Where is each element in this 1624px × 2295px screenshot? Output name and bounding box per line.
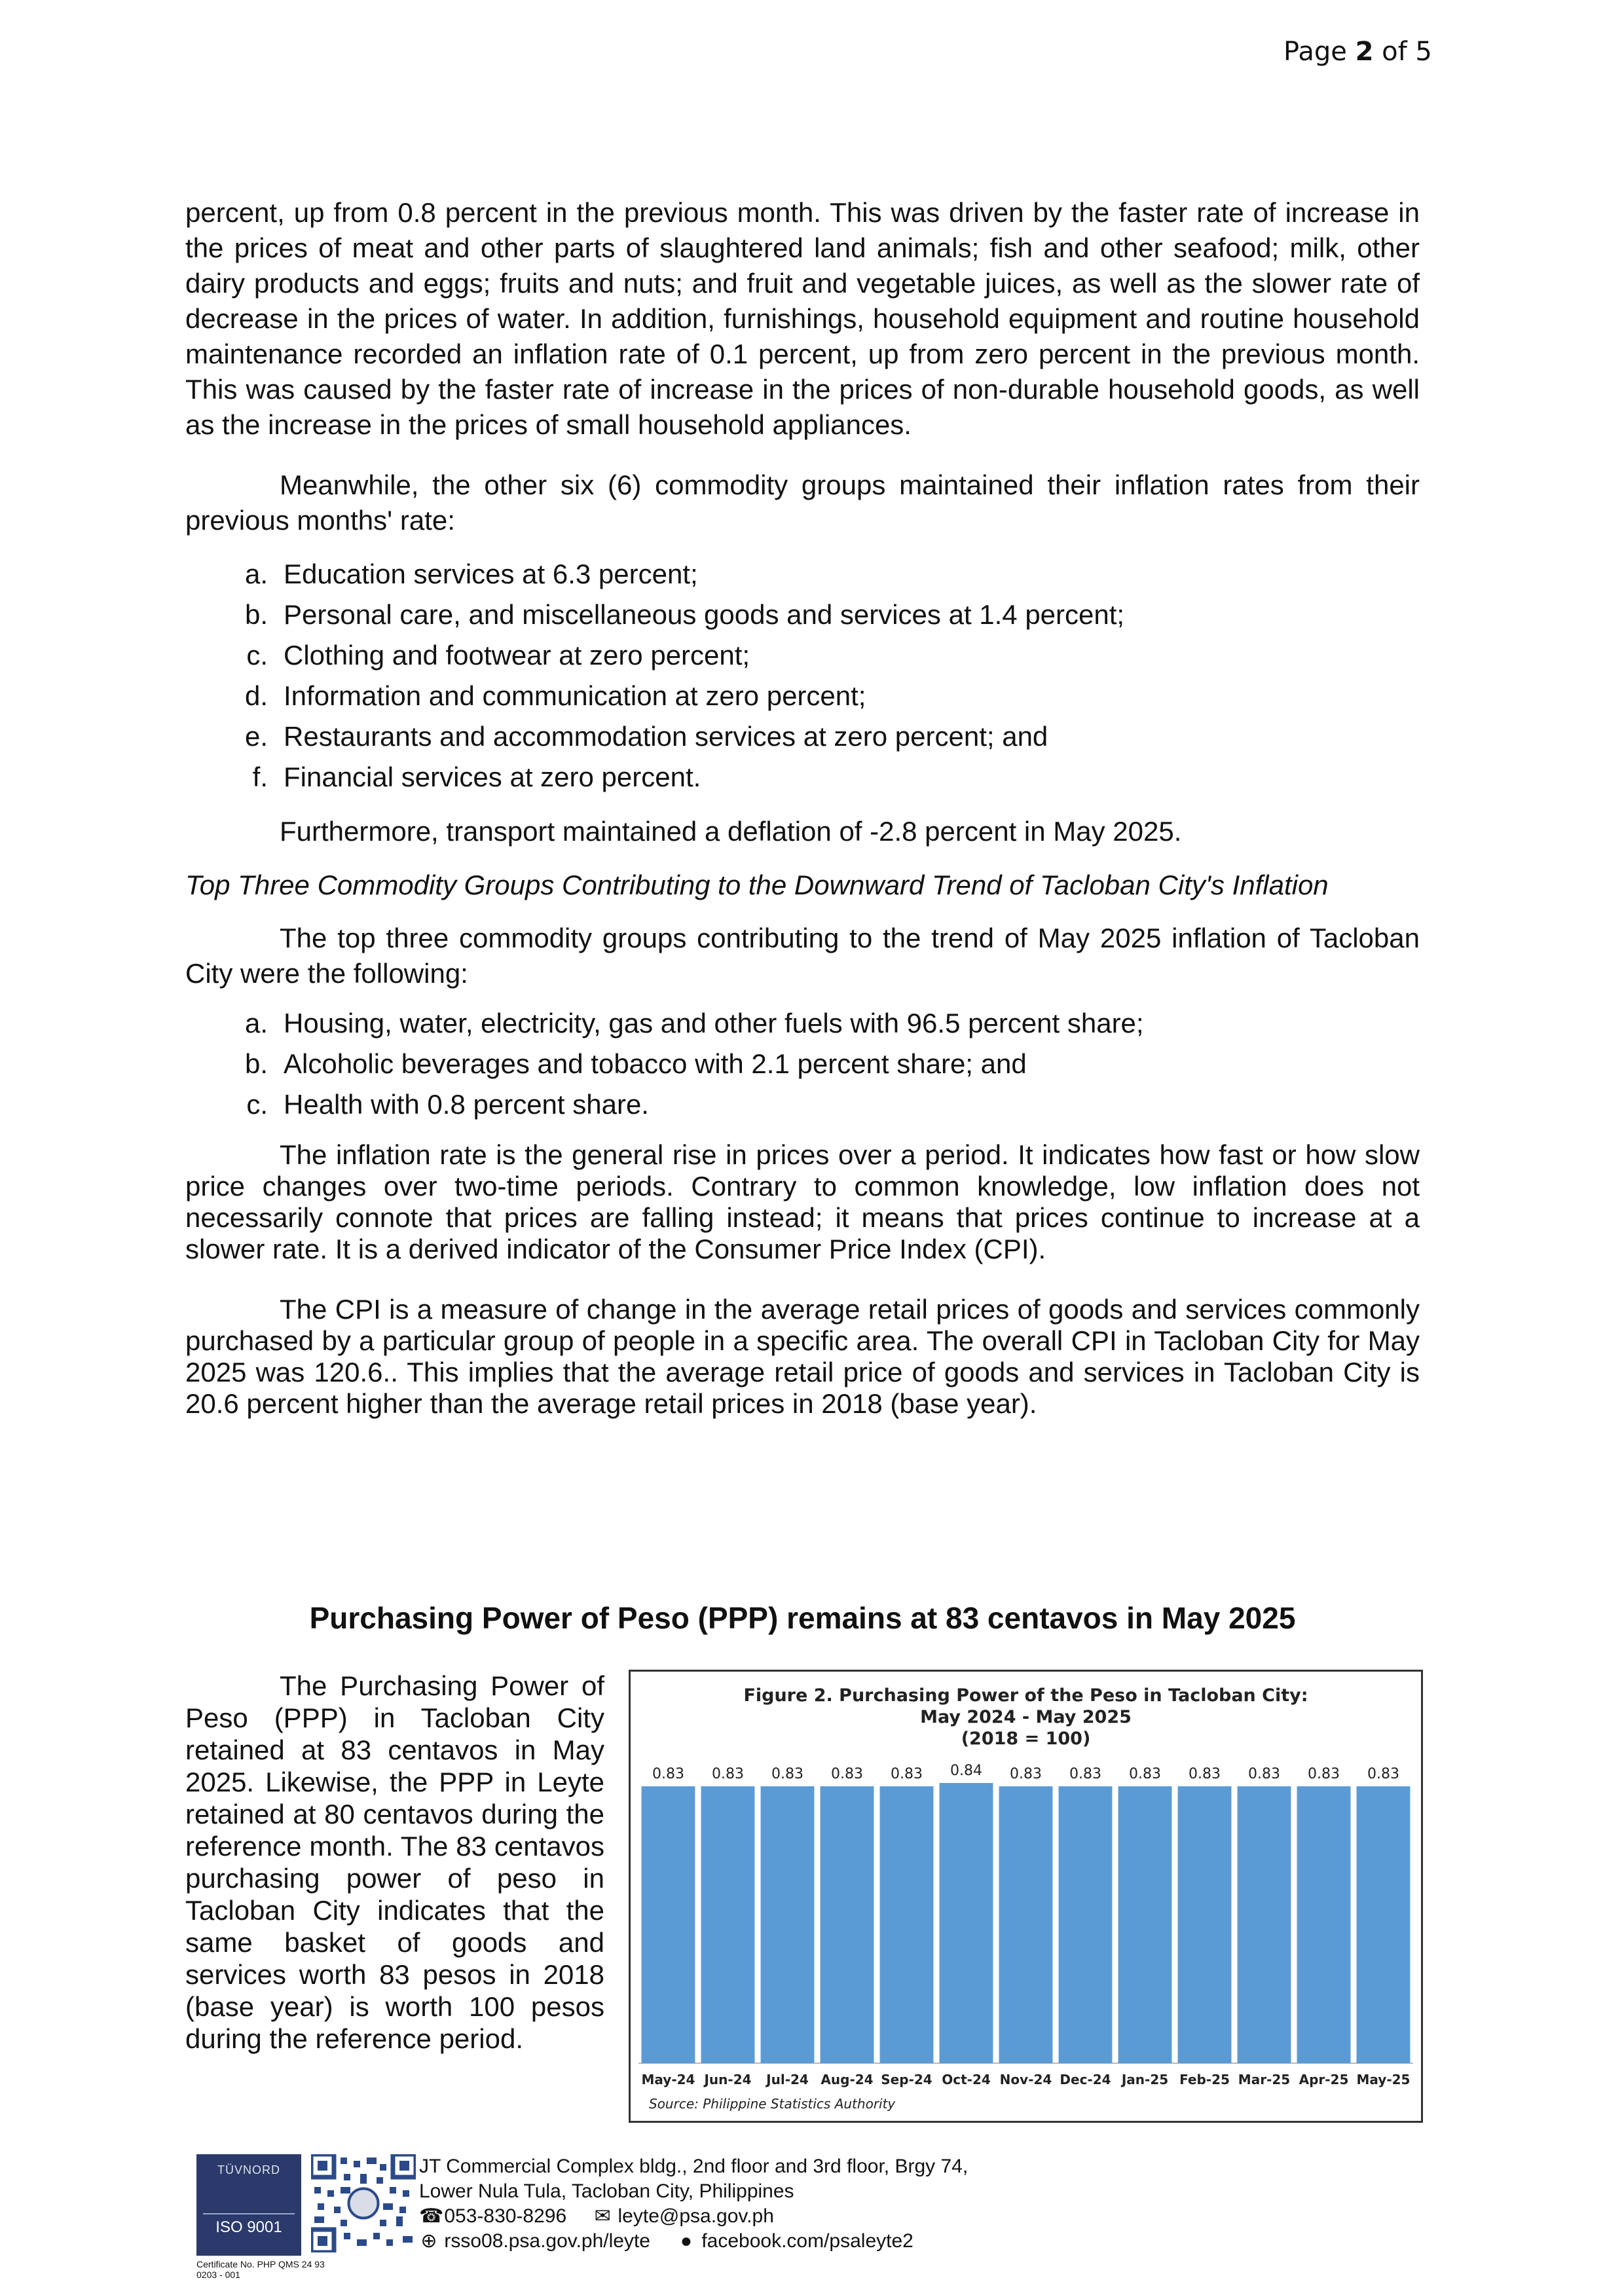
email-icon: ✉	[594, 2205, 611, 2227]
list-marker: b.	[244, 599, 268, 630]
paragraph-inflation-drivers: percent, up from 0.8 percent in the previous month. This was driven by the faster rate of increase in the prices of meat and other parts of slaughtered land animals; fish and other seafood; milk, other dairy products and eggs; fruits and nuts; and fruit and vegetable juices, as well as the slower rate of decrease in the prices of water. In addition, furnishings, household equipment and routine household maintenance recorded an inflation rate of 0.1 percent, up from zero percent in the previous month. This was caused by the faster rate of increase in the prices of non-durable household goods, as well as the increase in the prices of small household appliances.	[185, 197, 1420, 440]
phone-icon: ☎	[419, 2205, 444, 2227]
list-marker: e.	[244, 721, 268, 752]
list-item	[185, 635, 1420, 676]
list-text: Education services at 6.3 percent;	[284, 559, 698, 589]
address-line-2: Lower Nula Tula, Tacloban City, Philippines	[419, 2180, 794, 2202]
bar-Aug-24	[821, 1786, 874, 2063]
chart-source: Source: Philippine Statistics Authority	[649, 2096, 896, 2112]
data-label: 0.83	[1367, 1766, 1399, 1783]
paragraph-cpi-definition: The CPI is a measure of change in the average retail prices of goods and services commonly purchased by a particular group of people in a specific area. The overall CPI in Tacloban City for May 2025 was 120.6.. This implies that the average retail price of goods and services in Tacloban City is 20.6 percent higher than the average retail prices in 2018 (base year).	[185, 1294, 1420, 1419]
body-block-1	[185, 195, 1420, 1420]
x-tick-label: May-24	[641, 2072, 695, 2087]
qr-code-icon	[311, 2154, 416, 2252]
x-tick-label: Apr-25	[1299, 2072, 1349, 2087]
x-tick-label: Feb-25	[1179, 2072, 1230, 2087]
badge-iso: ISO 9001	[203, 2213, 295, 2237]
x-tick-label: Jul-24	[766, 2072, 809, 2087]
list-item	[185, 1084, 1420, 1125]
data-label: 0.83	[652, 1766, 684, 1783]
paragraph-transport: Furthermore, transport maintained a deflation of -2.8 percent in May 2025.	[280, 816, 1182, 847]
paragraph-inflation-definition: The inflation rate is the general rise in prices over a period. It indicates how fast or how slow price changes over two-time periods. Contrary to common knowledge, low inflation does not necessarily connote that prices are falling instead; it means that prices continue to increase at a slower rate. It is a derived indicator of the Consumer Price Index (CPI).	[185, 1139, 1420, 1264]
bar-Nov-24	[999, 1786, 1053, 2063]
subheading-top-three: Top Three Commodity Groups Contributing to the Downward Trend of Tacloban City's Inflation	[185, 870, 1329, 900]
facebook-icon: ●	[680, 2230, 693, 2252]
x-tick-label: Dec-24	[1060, 2072, 1111, 2087]
contact-details	[419, 2154, 968, 2254]
commodity-groups-list	[185, 554, 1420, 798]
bar-Oct-24	[940, 1783, 993, 2063]
x-tick-label: Jun-24	[704, 2072, 752, 2087]
email-address[interactable]: leyte@psa.gov.ph	[618, 2205, 774, 2227]
footer	[196, 2154, 1244, 2280]
badge-brand: TÜVNORD	[217, 2163, 280, 2176]
ppp-description	[185, 1670, 604, 2055]
x-tick-label: Mar-25	[1238, 2072, 1291, 2087]
bar-Dec-24	[1059, 1786, 1113, 2063]
data-label: 0.83	[1010, 1766, 1042, 1783]
chart-title: Figure 2. Purchasing Power of the Peso in Tacloban City:	[743, 1685, 1308, 1706]
list-item	[185, 1044, 1420, 1084]
x-tick-label: Oct-24	[942, 2072, 991, 2087]
paragraph-ppp: The Purchasing Power of Peso (PPP) in Tacloban City retained at 83 centavos in May 2025. Likewise, the PPP in Leyte retained at 80 centavos during the reference month. The 83 centavos purchasing power of peso in Tacloban City indicates that the same basket of goods and services worth 83 pesos in 2018 (base year) is worth 100 pesos during the reference period.	[185, 1670, 604, 2054]
list-text: Personal care, and miscellaneous goods and services at 1.4 percent;	[284, 599, 1125, 630]
bar-Mar-25	[1238, 1786, 1291, 2063]
bar-May-25	[1357, 1786, 1411, 2063]
iso-certification-badge	[196, 2154, 301, 2256]
data-label: 0.83	[1308, 1766, 1340, 1783]
list-marker: b.	[244, 1048, 268, 1079]
website-link[interactable]: rsso08.psa.gov.ph/leyte	[444, 2230, 650, 2252]
bar-Jan-25	[1118, 1786, 1172, 2063]
list-item	[185, 554, 1420, 595]
list-item	[185, 1003, 1420, 1044]
data-label: 0.83	[891, 1766, 923, 1783]
list-marker: a.	[244, 1008, 268, 1038]
figure-2-chart	[629, 1670, 1423, 2123]
chart-subtitle: May 2024 - May 2025	[920, 1707, 1132, 1727]
section-title-ppp: Purchasing Power of Peso (PPP) remains at 83 centavos in May 2025	[309, 1601, 1296, 1635]
list-text: Housing, water, electricity, gas and other fuels with 96.5 percent share;	[284, 1008, 1144, 1038]
bar-Apr-25	[1297, 1786, 1351, 2063]
data-label: 0.83	[1129, 1766, 1161, 1783]
list-text: Alcoholic beverages and tobacco with 2.1 percent share; and	[284, 1048, 1027, 1079]
paragraph-six-groups: Meanwhile, the other six (6) commodity groups maintained their inflation rates from their previous months' rate:	[185, 469, 1420, 536]
list-marker: c.	[246, 1089, 268, 1120]
top-three-list	[185, 1003, 1420, 1125]
list-item	[185, 716, 1420, 757]
list-marker: a.	[244, 559, 268, 589]
bar-Jul-24	[761, 1786, 815, 2063]
data-label: 0.83	[712, 1766, 744, 1783]
data-label: 0.83	[1069, 1766, 1101, 1783]
list-text: Clothing and footwear at zero percent;	[284, 640, 750, 670]
data-label: 0.83	[771, 1766, 803, 1783]
data-label: 0.83	[1189, 1766, 1221, 1783]
address-line-1: JT Commercial Complex bldg., 2nd floor and 3rd floor, Brgy 74,	[419, 2156, 969, 2177]
bar-Feb-25	[1178, 1786, 1232, 2063]
list-marker: f.	[252, 762, 268, 792]
facebook-link[interactable]: facebook.com/psaleyte2	[701, 2230, 913, 2252]
x-tick-label: Aug-24	[821, 2072, 874, 2087]
list-text: Health with 0.8 percent share.	[284, 1089, 649, 1120]
chart-plot	[631, 1672, 1421, 2121]
list-item	[185, 595, 1420, 635]
bar-Sep-24	[880, 1786, 934, 2063]
list-text: Information and communication at zero percent;	[284, 680, 866, 711]
globe-icon: ⊕	[420, 2230, 437, 2252]
bar-May-24	[642, 1786, 695, 2063]
list-item	[185, 676, 1420, 716]
list-text: Restaurants and accommodation services at zero percent; and	[284, 721, 1048, 752]
list-marker: d.	[244, 680, 268, 711]
chart-base-year: (2018 = 100)	[961, 1729, 1091, 1749]
x-tick-label: Nov-24	[999, 2072, 1052, 2087]
data-label: 0.83	[1248, 1766, 1280, 1783]
paragraph-top-three-intro: The top three commodity groups contributing to the trend of May 2025 inflation of Tacloban City were the following:	[185, 923, 1420, 989]
x-tick-label: Jan-25	[1121, 2072, 1169, 2087]
data-label: 0.83	[831, 1766, 863, 1783]
phone-number: 053-830-8296	[444, 2205, 567, 2227]
data-label: 0.84	[950, 1763, 982, 1779]
certificate-number: Certificate No. PHP QMS 24 93 0203 - 001	[196, 2259, 325, 2280]
x-tick-label: Sep-24	[881, 2072, 932, 2087]
list-item	[185, 757, 1420, 798]
bar-Jun-24	[701, 1786, 755, 2063]
page-number: Page 2 of 5	[1283, 37, 1432, 67]
list-marker: c.	[246, 640, 268, 670]
list-text: Financial services at zero percent.	[284, 762, 701, 792]
x-tick-label: May-25	[1356, 2072, 1411, 2087]
